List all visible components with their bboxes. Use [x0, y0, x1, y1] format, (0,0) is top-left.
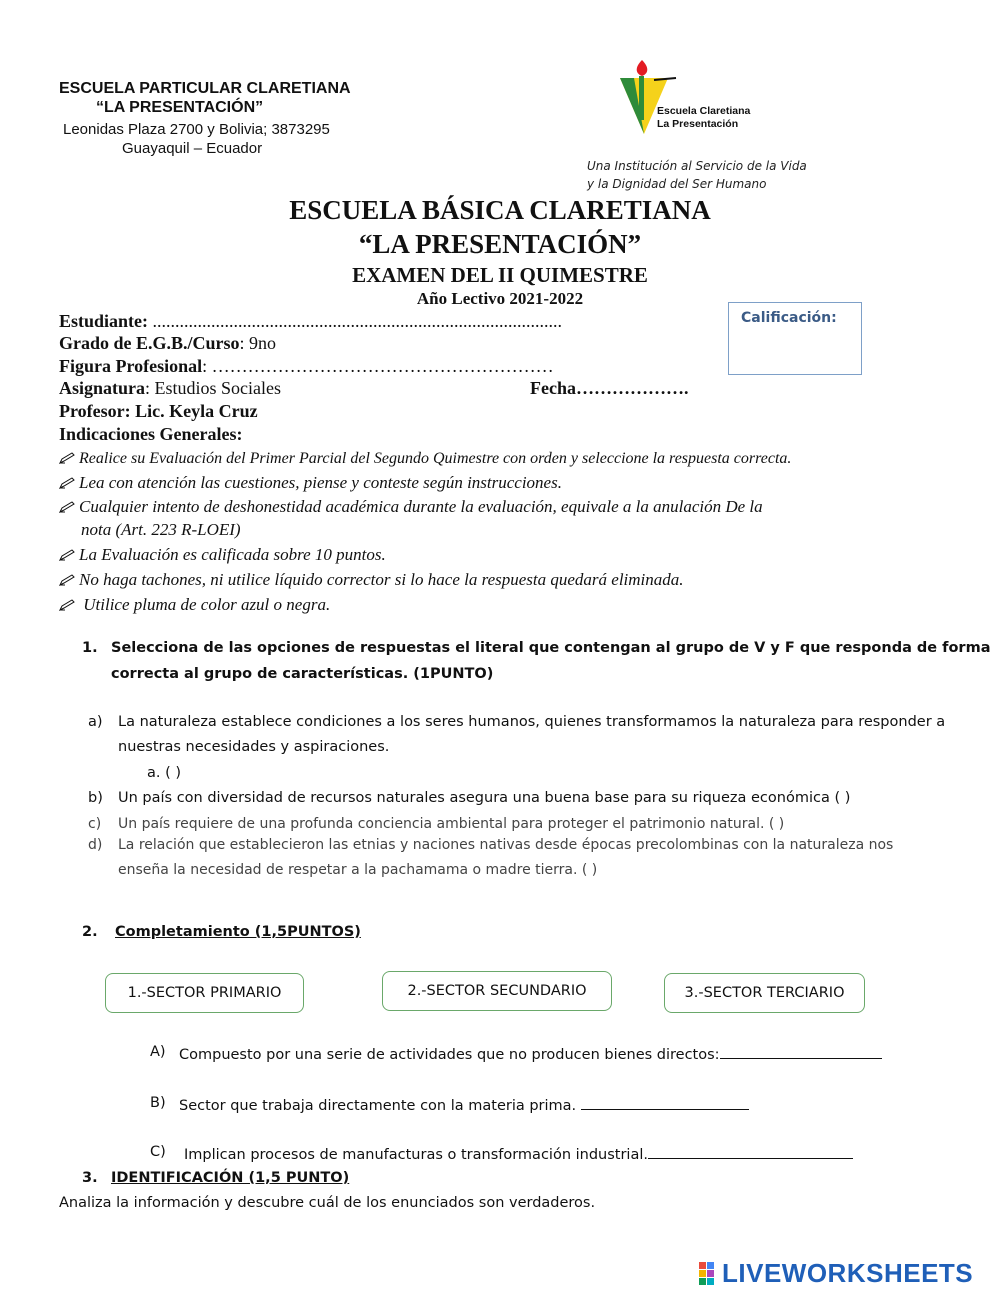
q2-C-item [184, 1144, 853, 1163]
q2-B-letter: B) [150, 1095, 166, 1111]
q1-text-line2: correcta al grupo de características. (1PUNTO) [111, 666, 494, 682]
q1-option-b-letter: b) [88, 790, 103, 806]
teacher-name: Profesor: Lic. Keyla Cruz [59, 401, 258, 421]
pencil-icon [59, 452, 75, 464]
motto-line1: Una Institución al Servicio de la Vida [587, 159, 807, 173]
grade-value: : 9no [239, 333, 277, 353]
school-name: ESCUELA PARTICULAR CLARETIANA [59, 80, 351, 97]
liveworksheets-text: LIVEWORKSHEETS [722, 1258, 974, 1288]
indication-2: Lea con atención las cuestiones, piense y conteste según instrucciones. [59, 473, 562, 493]
indication-3: Cualquier intento de deshonestidad académica durante la evaluación, equivale a la anulación De la [59, 497, 763, 517]
q1-option-a-line2: nuestras necesidades y aspiraciones. [118, 739, 390, 755]
sub-title: “LA PRESENTACIÓN” [358, 229, 642, 259]
q3-title: IDENTIFICACIÓN (1,5 PUNTO) [111, 1170, 350, 1186]
q3-number: 3. [82, 1170, 98, 1186]
subject-label: Asignatura [59, 378, 146, 398]
q2-B-text: Sector que trabaja directamente con la materia prima. [179, 1098, 581, 1114]
q1-option-c-letter: c) [88, 816, 102, 832]
figure-value: : ………………………………………………… [202, 356, 554, 376]
date-label: Fecha………………. [530, 378, 689, 398]
school-city: Guayaquil – Ecuador [122, 140, 263, 157]
pencil-icon [59, 574, 75, 586]
sector-tertiary-box[interactable]: 3.-SECTOR TERCIARIO [664, 973, 865, 1013]
motto-line2: y la Dignidad del Ser Humano [587, 177, 767, 191]
indications-heading: Indicaciones Generales: [59, 424, 243, 444]
indication-1: Realice su Evaluación del Primer Parcial del Segundo Quimestre con orden y seleccione la respuesta correcta. [59, 450, 791, 468]
q2-A-text: Compuesto por una serie de actividades que no producen bienes directos: [179, 1047, 720, 1063]
pencil-icon [59, 599, 75, 611]
subject-field [59, 378, 281, 399]
q2-B-item [179, 1095, 749, 1114]
exam-title: EXAMEN DEL II QUIMESTRE [352, 263, 648, 287]
grade-box-label: Calificación: [741, 310, 837, 326]
q2-C-text: Implican procesos de manufacturas o transformación industrial. [184, 1147, 648, 1163]
logo-text-line2: La Presentación [657, 118, 739, 130]
school-year: Año Lectivo 2021-2022 [416, 289, 584, 308]
q1-option-a-answer[interactable]: a. ( ) [147, 765, 182, 781]
indication-6: Utilice pluma de color azul o negra. [59, 595, 330, 615]
q2-B-blank[interactable] [581, 1095, 749, 1110]
q2-A-blank[interactable] [720, 1044, 882, 1059]
q2-title: Completamiento (1,5PUNTOS) [115, 924, 361, 940]
figure-label: Figura Profesional [59, 356, 203, 376]
student-field[interactable] [59, 311, 562, 332]
indication-5: No haga tachones, ni utilice líquido corrector si lo hace la respuesta quedará eliminada. [59, 570, 684, 590]
subject-value: : Estudios Sociales [145, 378, 282, 398]
q2-C-letter: C) [150, 1144, 166, 1160]
sector-secondary-box[interactable]: 2.-SECTOR SECUNDARIO [382, 971, 612, 1011]
q3-instruction: Analiza la información y descubre cuál de los enunciados son verdaderos. [59, 1195, 596, 1211]
school-address: Leonidas Plaza 2700 y Bolivia; 3873295 [63, 121, 330, 138]
pencil-icon [59, 501, 75, 513]
q1-option-b-text[interactable]: Un país con diversidad de recursos naturales asegura una buena base para su riqueza económica ( ) [118, 790, 851, 806]
q1-option-d-line1: La relación que establecieron las etnias y naciones nativas desde épocas precolombinas con la naturaleza nos [118, 837, 894, 853]
grade-field [59, 333, 276, 354]
q1-option-a-letter: a) [88, 714, 103, 730]
q1-text-line1: Selecciona de las opciones de respuestas el literal que contengan al grupo de V y F que responda de forma [111, 640, 991, 656]
liveworksheets-icon [698, 1261, 722, 1287]
q2-A-letter: A) [150, 1044, 166, 1060]
q1-number: 1. [82, 640, 98, 656]
q1-option-d-letter: d) [88, 837, 103, 853]
q1-option-c-text[interactable]: Un país requiere de una profunda conciencia ambiental para proteger el patrimonio natural. ( ) [118, 816, 785, 832]
pencil-icon [59, 477, 75, 489]
grade-label: Grado de E.G.B./Curso [59, 333, 240, 353]
grade-box[interactable] [728, 302, 862, 375]
liveworksheets-logo[interactable] [698, 1258, 973, 1289]
q2-number: 2. [82, 924, 98, 940]
pencil-icon [59, 549, 75, 561]
indication-4: La Evaluación es calificada sobre 10 puntos. [59, 545, 386, 565]
student-label: Estudiante: [59, 311, 149, 331]
q1-option-a-line1: La naturaleza establece condiciones a los seres humanos, quienes transformamos la naturaleza para responder a [118, 714, 946, 730]
q2-C-blank[interactable] [648, 1144, 853, 1159]
date-field[interactable] [530, 378, 688, 399]
school-subname: “LA PRESENTACIÓN” [96, 99, 264, 116]
q1-option-d-line2[interactable]: enseña la necesidad de respetar a la pachamama o madre tierra. ( ) [118, 862, 598, 878]
logo-text-line1: Escuela Claretiana [657, 105, 751, 117]
figure-field[interactable] [59, 356, 554, 377]
sector-primary-box[interactable]: 1.-SECTOR PRIMARIO [105, 973, 304, 1013]
main-title: ESCUELA BÁSICA CLARETIANA [289, 195, 711, 225]
indication-3-continued: nota (Art. 223 R-LOEI) [81, 520, 241, 539]
student-value: ........................................................................................... [148, 311, 563, 331]
q2-A-item [179, 1044, 882, 1063]
